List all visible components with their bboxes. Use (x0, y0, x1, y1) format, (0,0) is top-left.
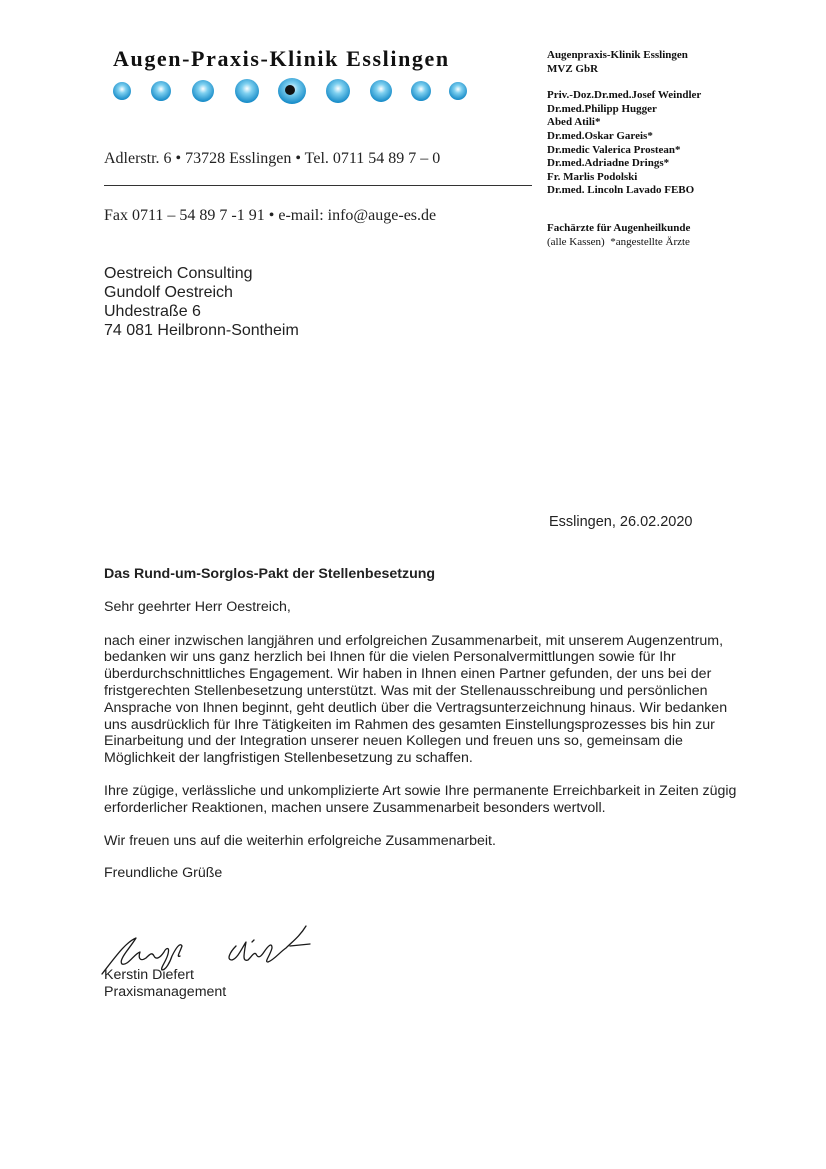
letter-closing: Freundliche Grüße (104, 865, 223, 882)
date-line: Esslingen, 26.02.2020 (549, 514, 693, 530)
eye-row (113, 78, 467, 104)
doctor-item: Dr.med.Philipp Hugger (547, 102, 657, 115)
header-divider (104, 185, 532, 186)
letter-paragraph-1: nach einer inzwischen langjähren und erfolgreichen Zusammenarbeit, mit unserem Augenzentrum, bedanken wir uns ganz herzlich bei Ihnen für die vielen Personalvermittlungen sowie für Ihr überdurchschnittliches Engagement. Wir haben in Ihnen einen Partner gefunden, der uns bei der fristgerechten Stellenbesetzung unterstützt. Was mit der Stellenausschreibung und persönlichen Ansprache von Ihnen beginnt, geht deutlich über die Vertragsunterzeichnung hinaus. Wir bedanken uns ausdrücklich für Ihre Tätigkeiten im Rahmen des gesamten Einstellungsprozesses bis hin zur Einarbeitung und der Integration unserer neuen Kollegen und freuen uns so, gemeinsam die Möglichkeit der langfristigen Stellenbesetzung zu schaffen. (104, 632, 728, 767)
practice-type: MVZ GbR (547, 62, 599, 75)
recipient-name: Gundolf Oestreich (104, 284, 233, 301)
address-line-1: Adlerstr. 6 • 73728 Esslingen • Tel. 0711 54 89 7 – 0 (104, 150, 441, 167)
recipient-company: Oestreich Consulting (104, 265, 253, 282)
signer-title: Praxismanagement (104, 984, 227, 1000)
clinic-address (104, 111, 440, 244)
specialty-note: (alle Kassen) *angestellte Ärzte (547, 235, 690, 248)
recipient-street: Uhdestraße 6 (104, 303, 201, 320)
letter-subject: Das Rund-um-Sorglos-Pakt der Stellenbesetzung (104, 566, 436, 582)
doctor-item: Dr.medic Valerica Prostean* (547, 143, 681, 156)
recipient-city: 74 081 Heilbronn-Sontheim (104, 322, 299, 339)
eyes-logo-icon (110, 78, 470, 104)
address-line-2: Fax 0711 – 54 89 7 -1 91 • e-mail: info@auge-es.de (104, 207, 437, 224)
doctors-column (547, 49, 797, 249)
doctor-item: Dr.med.Adriadne Drings* (547, 157, 670, 170)
clinic-logo-title: Augen-Praxis-Klinik Esslingen (113, 46, 450, 71)
letter-body (104, 566, 744, 894)
doctor-item: Priv.-Doz.Dr.med.Josef Weindler (547, 89, 702, 102)
letter-paragraph-2: Ihre zügige, verlässliche und unkomplizierte Art sowie Ihre permanente Erreichbarkeit in Zeiten zügig erforderlicher Reaktionen, machen unsere Zusammenarbeit besonders wertvoll. (104, 782, 737, 816)
doctor-item: Abed Atili* (547, 116, 601, 129)
doctor-item: Fr. Marlis Podolski (547, 170, 638, 183)
specialty: Fachärzte für Augenheilkunde (547, 221, 691, 234)
recipient-address (104, 264, 299, 340)
signer-name: Kerstin Diefert (104, 967, 194, 983)
doctor-item: Dr.med. Lincoln Lavado FEBO (547, 184, 695, 197)
doctor-item: Dr.med.Oskar Gareis* (547, 129, 653, 142)
letter-paragraph-3: Wir freuen uns auf die weiterhin erfolgreiche Zusammenarbeit. (104, 832, 496, 849)
practice-name: Augenpraxis-Klinik Esslingen (547, 49, 688, 61)
letter-salutation: Sehr geehrter Herr Oestreich, (104, 598, 291, 615)
signer-block (104, 967, 226, 1001)
